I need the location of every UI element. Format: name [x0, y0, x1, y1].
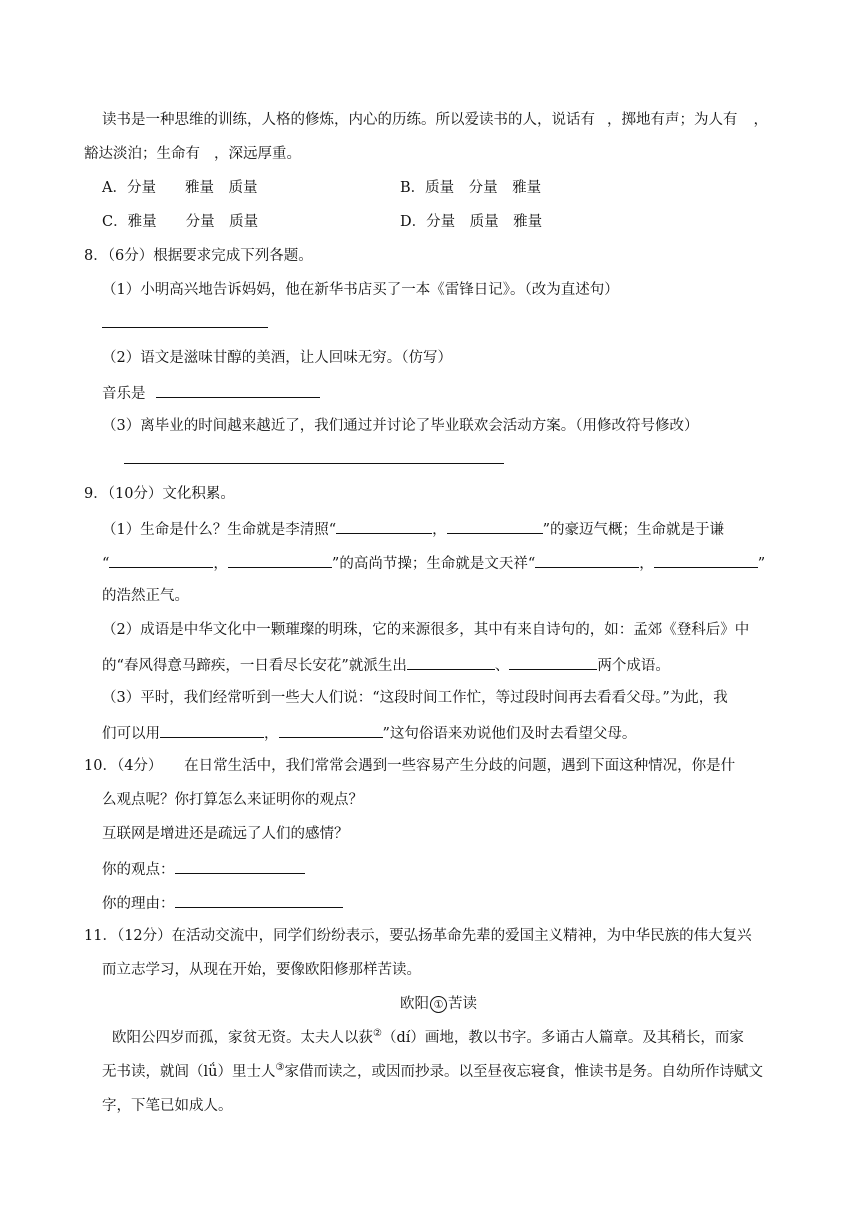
- footnote-marker-3: ③: [275, 1062, 285, 1074]
- option-c[interactable]: C．雅量 分量 质量: [102, 214, 259, 230]
- passage-line3: 字，下笔已如成人。: [102, 1098, 233, 1114]
- q8-title: 8．（6分）根据要求完成下列各题。: [84, 248, 313, 264]
- passage-line1: 欧阳公四岁而孤，家贫无资。太夫人以荻②（dí）画地，教以书字。多诵古人篇章。及其稍长，而家: [112, 1028, 744, 1046]
- q9-blank-4[interactable]: [228, 552, 332, 568]
- passage-heading: 欧阳 ① 苦读: [400, 996, 477, 1012]
- q8-part2-answer: 音乐是: [102, 382, 320, 404]
- q10-title-line2: 么观点呢？你打算怎么来证明你的观点？: [102, 792, 363, 808]
- q9-blank-1[interactable]: [336, 518, 432, 534]
- q10-view-blank[interactable]: [175, 858, 305, 874]
- footnote-marker-2: ②: [373, 1028, 382, 1040]
- q9-blank-3[interactable]: [109, 552, 213, 568]
- q10-view: 你的观点：: [102, 858, 305, 880]
- q9-blank-8[interactable]: [509, 654, 597, 670]
- q8-part1: （1）小明高兴地告诉妈妈，他在新华书店买了一本《雷锋日记》。（改为直述句）: [102, 282, 619, 298]
- option-d[interactable]: D．分量 质量 雅量: [400, 214, 543, 230]
- option-a[interactable]: A．分量 雅量 质量: [102, 180, 258, 196]
- q9-part2-line2: 的“春风得意马蹄疾，一日看尽长安花”就派生出 、 两个成语。: [102, 654, 670, 676]
- q9-blank-7[interactable]: [407, 654, 495, 670]
- q11-title-line2: 而立志学习，从现在开始，要像欧阳修那样苦读。: [102, 962, 421, 978]
- q10-question: 互联网是增进还是疏远了人们的感情？: [102, 826, 349, 842]
- passage-line2: 无书读，就闾（lǘ）里士人③家借而读之，或因而抄录。以至昼夜忘寝食，惟读书是务。自幼所作诗赋文: [102, 1062, 763, 1080]
- q9-blank-10[interactable]: [279, 722, 383, 738]
- footnote-marker-1: ①: [430, 996, 447, 1013]
- q9-blank-9[interactable]: [160, 722, 264, 738]
- q9-part3-line2: 们可以用 ， ”这句俗语来劝说他们及时去看望父母。: [102, 722, 636, 744]
- option-b[interactable]: B．质量 分量 雅量: [400, 180, 542, 196]
- q7-stem-line2: 豁达淡泊；生命有 ，深远厚重。: [84, 146, 301, 162]
- q9-blank-5[interactable]: [535, 552, 639, 568]
- q9-part1-line2: “ ， ”的高尚节操；生命就是文天祥“ ， ”: [102, 552, 765, 574]
- q8-part2-blank[interactable]: [156, 382, 320, 398]
- q10-title-line1: 10．（4分） 在日常生活中，我们常常会遇到一些容易产生分歧的问题，遇到下面这种情况，你是什: [84, 758, 736, 774]
- q7-stem-line1: 读书是一种思维的训练，人格的修炼，内心的历练。所以爱读书的人，说话有 ，掷地有声；为人有 ，: [102, 112, 768, 128]
- q9-part1-line1: （1）生命是什么？生命就是李清照“ ， ”的豪迈气概；生命就是于谦: [102, 518, 724, 540]
- q9-part3-line1: （3）平时，我们经常听到一些大人们说：“这段时间工作忙，等过段时间再去看看父母。”为此，我: [102, 690, 728, 706]
- q9-blank-6[interactable]: [654, 552, 758, 568]
- q8-part1-answer-line[interactable]: [102, 327, 268, 328]
- q9-title: 9．（10分）文化积累。: [84, 486, 235, 502]
- q8-part2: （2）语文是滋味甘醇的美酒，让人回味无穷。（仿写）: [102, 350, 452, 366]
- q11-title-line1: 11．（12分）在活动交流中，同学们纷纷表示，要弘扬革命先辈的爱国主义精神，为中华民族的伟大复兴: [84, 928, 752, 944]
- q9-blank-2[interactable]: [447, 518, 543, 534]
- q9-part1-line3: 的浩然正气。: [102, 588, 189, 604]
- q10-reason: 你的理由：: [102, 892, 343, 914]
- q8-part3-answer-line[interactable]: [124, 463, 504, 464]
- q10-reason-blank[interactable]: [175, 892, 343, 908]
- q8-part3: （3）离毕业的时间越来越近了，我们通过并讨论了毕业联欢会活动方案。（用修改符号修改）: [102, 418, 699, 434]
- q9-part2-line1: （2）成语是中华文化中一颗璀璨的明珠，它的来源很多，其中有来自诗句的，如：孟郊《登科后》中: [102, 622, 750, 638]
